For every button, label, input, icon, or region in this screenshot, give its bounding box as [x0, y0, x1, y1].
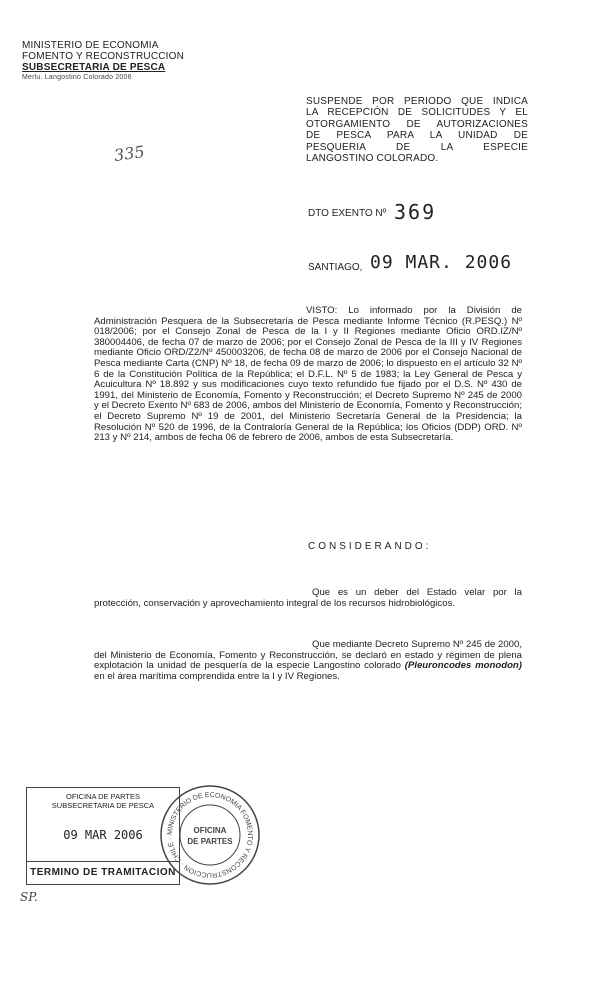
subject-line: PESQUERIA DE LA ESPECIE [306, 141, 528, 153]
subject-line: SUSPENDE POR PERIODO QUE INDICA [306, 96, 528, 107]
considerando-heading: CONSIDERANDO: [308, 541, 432, 552]
decree-date: 09 MAR. 2006 [370, 252, 513, 273]
seal-ring-text: MINISTERIO DE ECONOMIA FOMENTO Y RECONSTRUCCION · CHILE · [166, 791, 254, 879]
stamp-date: 09 MAR 2006 [63, 828, 143, 842]
seal-center-2: DE PARTES [187, 837, 233, 846]
ministry-header [22, 40, 184, 82]
considerando-paragraph-1: Que es un deber del Estado velar por la protección, conservación y aprovechamiento integral de los recursos hidrobiológicos. [94, 587, 522, 609]
ministry-seal [158, 783, 262, 887]
stamp-status: TERMINO DE TRAMITACION [27, 861, 179, 884]
handwritten-margin-note: 335 [112, 141, 146, 166]
decree-subject [306, 96, 528, 164]
decree-number: 369 [394, 200, 437, 224]
stamp-header [27, 792, 179, 810]
subject-line: OTORGAMIENTO DE AUTORIZACIONES [306, 118, 528, 130]
subject-line: LANGOSTINO COLORADO. [306, 153, 439, 165]
considerando-paragraph-2 [94, 640, 522, 682]
stamp-subsecretaria: SUBSECRETARIA DE PESCA [51, 801, 155, 810]
header-subsecretaria: SUBSECRETARIA DE PESCA [22, 62, 166, 73]
header-ministry: MINISTERIO DE ECONOMIA [22, 40, 159, 51]
decree-place: SANTIAGO, [308, 262, 363, 273]
office-stamp [26, 787, 180, 885]
header-ministry-2: FOMENTO Y RECONSTRUCCION [22, 51, 185, 62]
subject-line: DE PESCA PARA LA UNIDAD DE [306, 130, 528, 142]
p2-text-after: en el área marítima comprendida entre la I y IV Regiones. [94, 670, 340, 682]
p2-text-before: Que mediante Decreto Supremo Nº 245 de 2000, del Ministerio de Economía, Fomento y Reconstrucción, se declaró en estado y régimen de plena explotación la unidad de pesquería de la especie Langostino colorado [94, 639, 522, 672]
species-name: (Pleuroncodes monodon) [404, 660, 522, 672]
subject-line: LA RECEPCIÓN DE SOLICITUDES Y EL [306, 107, 528, 119]
stamp-office: OFICINA DE PARTES [66, 792, 140, 801]
handwritten-initials: SP. [20, 890, 38, 904]
visto-paragraph: VISTO: Lo informado por la División de Administración Pesquera de la Subsecretaría de Pesca mediante Informe Técnico (R.PESQ.) Nº 018/2006; por el Consejo Zonal de Pesca de la I y II Regiones mediante Oficio ORD.IZ/Nº 380004406, de fecha 07 de marzo de 2006; por el Consejo Zonal de Pesca de la III y IV Regiones mediante Oficio ORD/Z2/Nº 450003206, de fecha 08 de marzo de 2006 por el Consejo Nacional de Pesca mediante Carta (CNP) Nº 18, de fecha 09 de marzo de 2006; lo dispuesto en el artículo 32 Nº 6 de la Constitución Política de la República; el D.F.L. Nº 5 de 1983; la Ley General de Pesca y Acuicultura Nº 18.892 y sus modificaciones cuyo texto refundido fue fijado por el D.S. Nº 430 de 1991, del Ministerio de Economía, Fomento y Reconstrucción; el Decreto Supremo Nº 245 de 2000 y el Decreto Exento Nº 683 de 2006, ambos del Ministerio de Economía, Fomento y Reconstrucción; el Decreto Supremo Nº 19 de 2001, del Ministerio Secretaría General de la Presidencia; la Resolución Nº 520 de 1996, de la Contraloría General de la República; los Oficios (DDP) ORD. Nº 213 y Nº 214, ambos de fecha 06 de febrero de 2006, ambos de esta Subsecretaría. [94, 305, 522, 444]
seal-center-1: OFICINA [193, 826, 227, 835]
header-file-ref: Merlu. Langostino Colorado 2006 [22, 74, 132, 81]
decree-label: DTO EXENTO Nº [308, 208, 387, 219]
